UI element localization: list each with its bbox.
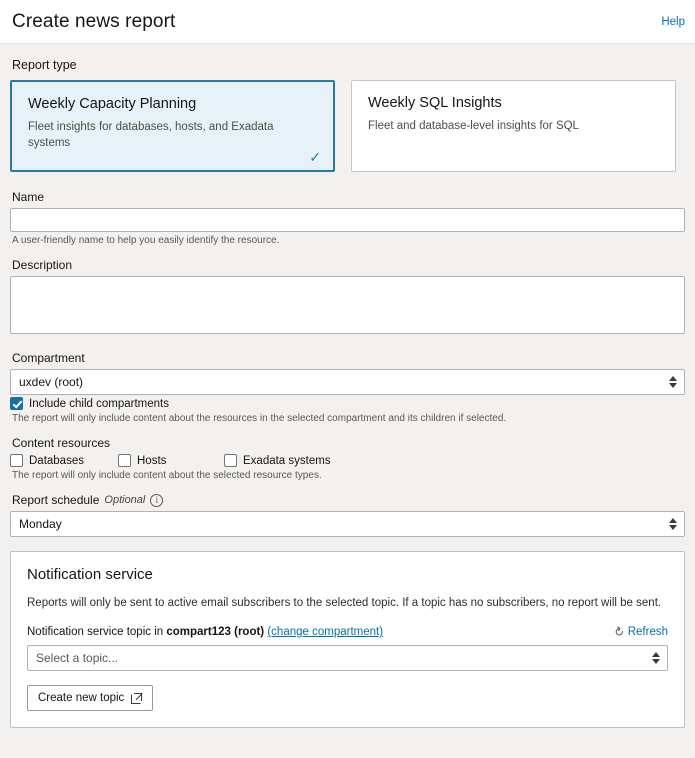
content-resource-exadata-systems[interactable] — [224, 454, 331, 467]
help-link[interactable]: Help — [661, 15, 685, 28]
check-icon: ✓ — [309, 149, 321, 165]
content-resource-databases[interactable] — [10, 454, 118, 467]
compartment-select-wrap — [10, 369, 685, 395]
notification-topic-row — [27, 625, 668, 639]
report-type-card-weekly-capacity-planning[interactable] — [10, 80, 335, 172]
topic-select-wrap — [27, 645, 668, 671]
databases-checkbox[interactable] — [10, 454, 23, 467]
refresh-icon: ↻ — [610, 623, 627, 641]
topic-label-prefix: Notification service topic in — [27, 626, 164, 638]
content-resource-hosts[interactable] — [118, 454, 224, 467]
create-new-topic-button[interactable] — [27, 685, 153, 711]
report-schedule-select-wrap — [10, 511, 685, 537]
name-input[interactable] — [10, 208, 685, 232]
compartment-label: Compartment — [12, 351, 85, 365]
include-child-compartments-checkbox[interactable] — [10, 397, 23, 410]
page-header — [0, 0, 695, 44]
report-schedule-label-row — [12, 493, 685, 507]
name-label: Name — [12, 190, 45, 204]
create-new-topic-label: Create new topic — [38, 692, 125, 704]
description-field-block — [10, 258, 685, 339]
hosts-checkbox[interactable] — [118, 454, 131, 467]
compartment-field-block — [10, 351, 685, 424]
info-icon[interactable]: i — [150, 494, 163, 507]
include-child-compartments-row[interactable] — [10, 397, 685, 410]
databases-label: Databases — [29, 454, 84, 467]
content-resources-block — [10, 436, 685, 481]
report-type-cards — [10, 80, 685, 172]
form-body — [0, 44, 695, 758]
name-hint: A user-friendly name to help you easily identify the resource. — [12, 235, 280, 246]
notification-topic-label — [27, 626, 383, 638]
page-title: Create news report — [12, 10, 176, 32]
change-compartment-link[interactable]: (change compartment) — [267, 626, 384, 638]
external-link-icon — [131, 693, 142, 704]
description-textarea[interactable] — [10, 276, 685, 334]
notification-service-description: Reports will only be sent to active email subscribers to the selected topic. If a topic has no subscribers, no report will be sent. — [27, 597, 662, 609]
report-schedule-block — [10, 493, 685, 537]
report-schedule-select[interactable]: Monday — [10, 511, 685, 537]
optional-label: Optional — [104, 494, 146, 506]
compartment-select[interactable]: uxdev (root) — [10, 369, 685, 395]
card-title: Weekly Capacity Planning — [28, 96, 197, 112]
topic-compartment-name: compart123 (root) — [166, 626, 265, 638]
content-resources-hint: The report will only include content about the selected resource types. — [12, 470, 322, 481]
report-schedule-label: Report schedule — [12, 493, 100, 507]
card-description: Fleet insights for databases, hosts, and Exadata systems — [28, 121, 274, 149]
description-label: Description — [12, 258, 73, 272]
card-title: Weekly SQL Insights — [368, 95, 502, 111]
hosts-label: Hosts — [137, 454, 167, 467]
content-resources-label: Content resources — [12, 436, 111, 450]
notification-service-panel — [10, 551, 685, 728]
exadata-systems-label: Exadata systems — [243, 454, 331, 467]
compartment-hint: The report will only include content about the resources in the selected compartment and its children if selected. — [12, 413, 507, 424]
topic-select[interactable]: Select a topic... — [27, 645, 668, 671]
report-type-card-weekly-sql-insights[interactable] — [351, 80, 676, 172]
exadata-systems-checkbox[interactable] — [224, 454, 237, 467]
refresh-button[interactable] — [610, 623, 668, 641]
content-resources-checkbox-group — [10, 454, 685, 467]
refresh-label: Refresh — [627, 626, 668, 638]
report-type-label: Report type — [12, 58, 77, 72]
name-field-block — [10, 190, 685, 246]
include-child-compartments-label: Include child compartments — [29, 397, 169, 410]
card-description: Fleet and database-level insights for SQL — [368, 120, 579, 132]
notification-service-title: Notification service — [27, 566, 153, 583]
